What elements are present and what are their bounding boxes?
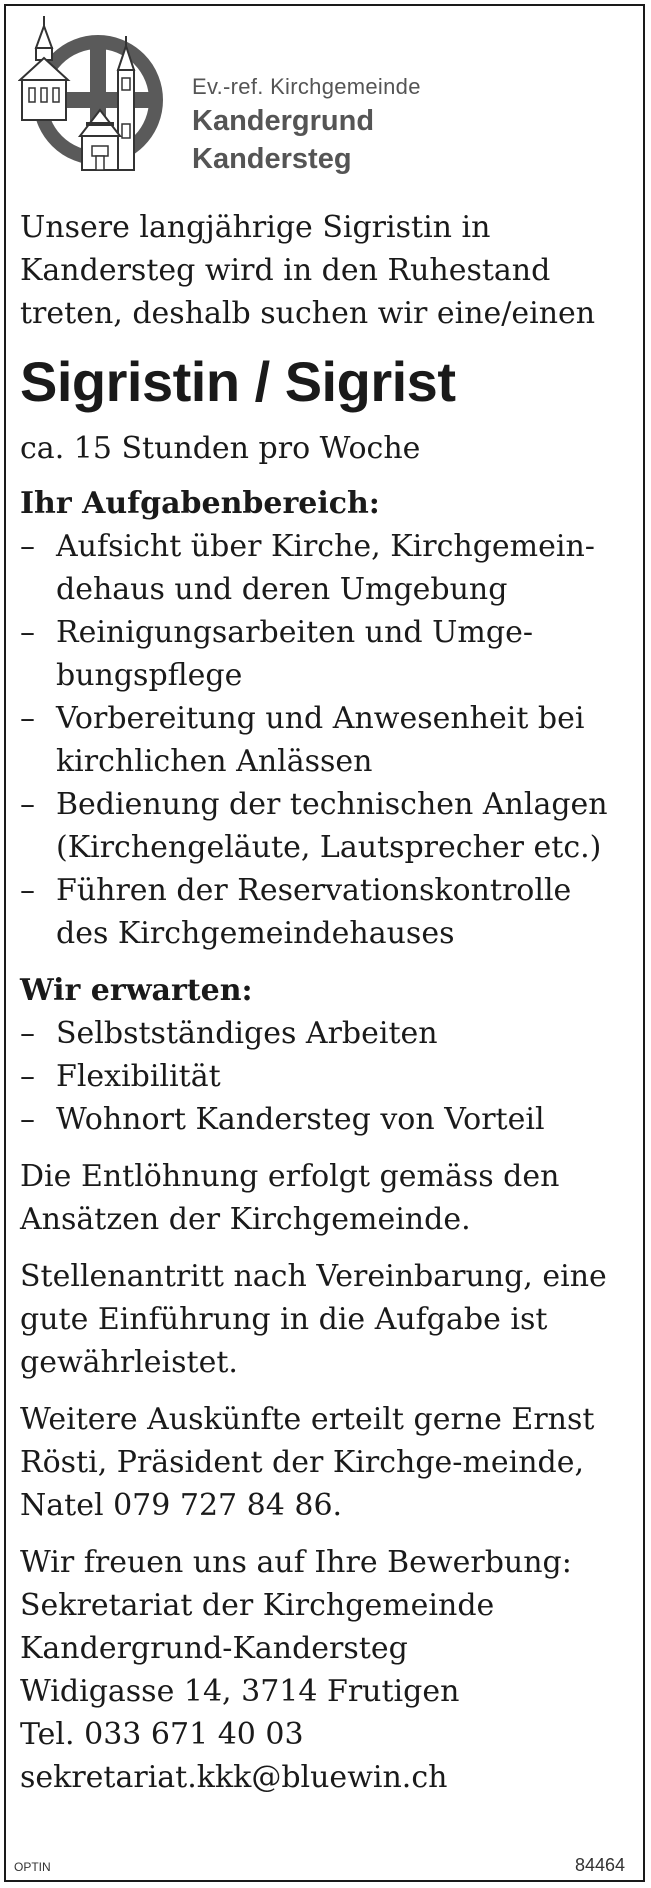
expect-list [20,1012,630,1141]
list-item [20,525,630,611]
list-item [20,869,630,955]
footer-ad-number: 84464 [574,1855,625,1875]
intro-text: Unsere langjährige Sigristin in Kandersteg wird in den Ruhestand treten, deshalb suchen wir eine/einen [20,210,596,331]
list-item [20,611,630,697]
contact-email[interactable]: sekretariat.kkk@bluewin.ch [20,1760,448,1795]
list-item-text: Aufsicht über Kirche, Kirchgemein-dehaus und deren Umgebung [56,529,595,607]
list-item [20,1055,630,1098]
list-item-text: Bedienung der technischen Anlagen (Kirchengeläute, Lautsprecher etc.) [56,787,608,865]
dash-bullet: – [20,615,35,650]
list-item-text: Reinigungsarbeiten und Umge-bungspflege [56,615,533,693]
tasks-list [20,525,630,955]
list-item-text: Wohnort Kandersteg von Vorteil [56,1102,545,1137]
ad-body [20,206,630,1799]
org-line-1: Ev.-ref. Kirchgemeinde [192,74,421,99]
dash-bullet: – [20,701,35,736]
expect-heading: Wir erwarten: [20,973,253,1008]
contact-tel: Tel. 033 671 40 03 [20,1717,304,1752]
church-logo-icon [18,14,168,182]
contact-lead: Wir freuen uns auf Ihre Bewerbung: [20,1545,572,1580]
org-line-3: Kandersteg [192,143,352,175]
dash-bullet: – [20,787,35,822]
dash-bullet: – [20,1016,35,1051]
list-item [20,783,630,869]
salary-text: Die Entlöhnung erfolgt gemäss den Ansätzen der Kirchgemeinde. [20,1159,560,1237]
org-line-2: Kandergrund [192,105,375,137]
dash-bullet: – [20,873,35,908]
contact-block [20,1541,630,1799]
info-text: Weitere Auskünfte erteilt gerne Ernst Rösti, Präsident der Kirchge-meinde, Natel 079 727 84 86. [20,1402,595,1523]
list-item-text: Vorbereitung und Anwesenheit bei kirchlichen Anlässen [56,701,585,779]
footer-source-label: OPTIN [14,1860,51,1874]
dash-bullet: – [20,529,35,564]
job-title: Sigristin / Sigrist [20,350,456,413]
contact-address: Widigasse 14, 3714 Frutigen [20,1674,460,1709]
list-item-text: Flexibilität [56,1059,221,1094]
contact-org-2: Kandergrund-Kandersteg [20,1631,408,1666]
list-item [20,1098,630,1141]
list-item [20,697,630,783]
dash-bullet: – [20,1102,35,1137]
list-item-text: Führen der Reservationskontrolle des Kirchgemeindehauses [56,873,572,951]
dash-bullet: – [20,1059,35,1094]
organization-name [192,72,421,178]
tasks-heading: Ihr Aufgabenbereich: [20,486,380,521]
contact-org-1: Sekretariat der Kirchgemeinde [20,1588,495,1623]
list-item [20,1012,630,1055]
hours-text: ca. 15 Stunden pro Woche [20,431,421,466]
start-text: Stellenantritt nach Vereinbarung, eine gute Einführung in die Aufgabe ist gewährleistet. [20,1259,607,1380]
list-item-text: Selbstständiges Arbeiten [56,1016,438,1051]
